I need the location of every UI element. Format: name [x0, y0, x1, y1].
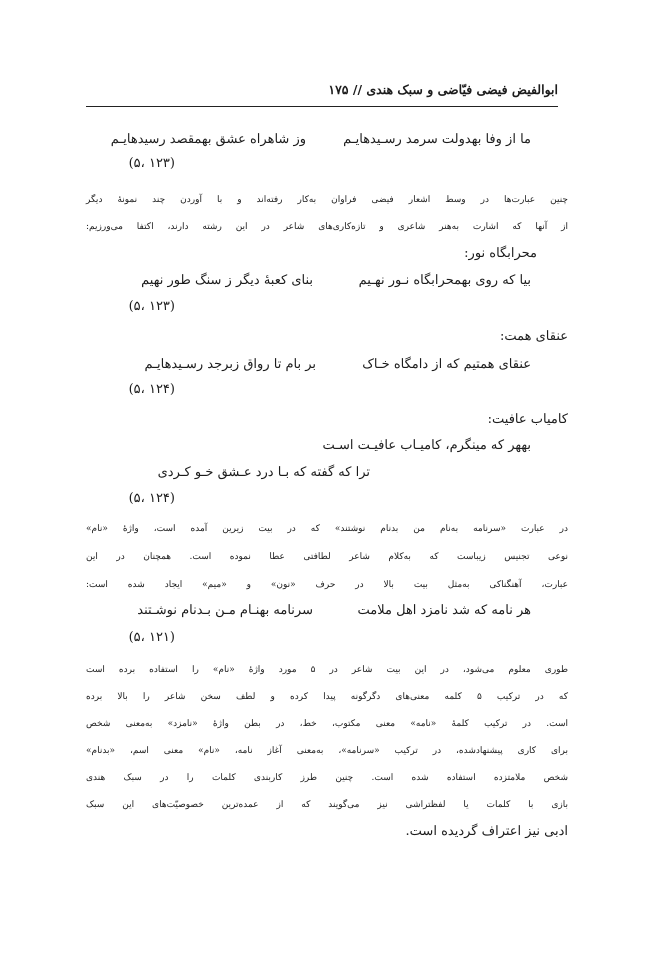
- heading-anqa-himmat: عنقای همت:: [499, 329, 568, 344]
- paragraph-3-line-3: است. در ترکیب کلمۀ «نامه» معنی مکتوب، خط، در بطن واژۀ «نامزد» به‌معنی شخص: [86, 719, 568, 729]
- verse-4-reference: (۱۲۴ ،۵): [128, 491, 175, 506]
- paragraph-3-line-7: ادبی نیز اعتراف گردیده است.: [405, 824, 568, 839]
- paragraph-1-line-2: از آنها که اشارت به‌هنر شاعری و تازه‌کاری‌های شاعر در این رشته دارند، اکتفا می‌ورزیم:: [86, 222, 568, 232]
- verse-5-first-hemistich: هر نامه که شد نامزد اهل ملامت: [357, 603, 531, 618]
- verse-1-first-hemistich: ما از وفا بهدولت سرمد رسـیدهایـم: [343, 132, 531, 147]
- verse-3-first-hemistich: عنقای همتیم که از دامگاه خـاک: [362, 357, 531, 372]
- verse-4-first-hemistich: بههر که مینگرم، کامیـاب عافیـت اسـت: [322, 438, 531, 453]
- verse-2-first-hemistich: بیا که روی بهمحرابگاه نـور نهـیم: [358, 273, 531, 288]
- verse-3-second-hemistich: بر بام تا رواق زبرجد رسـیدهایـم: [144, 357, 316, 372]
- verse-4-second-hemistich: ترا که گفته که بـا درد عـشق خـو کـردی: [157, 465, 370, 480]
- paragraph-3-line-6: بازی با کلمات یا لفظتراشی نیز می‌گویند که از عمده‌ترین خصوصیّت‌های این سبک: [86, 800, 568, 810]
- header-rule: [86, 106, 558, 107]
- verse-5-reference: (۱۲۱ ،۵): [128, 630, 175, 645]
- paragraph-3-line-2: که در ترکیب ۵ کلمه معنی‌های دگرگونه پیدا کرده و لطف سخن شاعر را بالا برده: [86, 692, 568, 702]
- paragraph-2-line-3: عبارت، آهنگناکی به‌مثل بیت بالا در حرف «نون» و «میم» ایجاد شده است:: [86, 580, 568, 590]
- running-header: ابوالفیض فیضی فیّاضی و سبک هندی // ۱۷۵: [328, 82, 558, 97]
- paragraph-3-line-4: برای کاری پیشنهادشده، در ترکیب «سرنامه»، به‌معنی آغاز نامه، «نام» معنی اسم، «بدنام»: [86, 746, 568, 756]
- verse-5-second-hemistich: سرنامه بهنـام مـن بـدنام نوشـتند: [137, 603, 313, 618]
- paragraph-3-line-5: شخص ملامتزده استفاده شده است. چنین طرز کاربندی کلمات را در سبک هندی: [86, 773, 568, 783]
- paragraph-2-line-1: در عبارت «سرنامه به‌نام من بدنام نوشتند» که در بیت زیرین آمده است، واژۀ «نام»: [86, 524, 568, 534]
- verse-2-reference: (۱۲۳ ،۵): [128, 299, 175, 314]
- paragraph-3-line-1: طوری معلوم می‌شود، در این بیت شاعر در ۵ مورد واژۀ «نام» را استفاده برده است: [86, 665, 568, 675]
- verse-1-reference: (۱۲۳ ،۵): [128, 156, 175, 171]
- verse-1-second-hemistich: وز شاهراه عشق بهمقصد رسیدهایـم: [110, 132, 306, 147]
- paragraph-1-line-1: چنین عبارت‌ها در وسط اشعار فیضی فراوان به‌کار رفته‌اند و با آوردن چند نمونۀ دیگر: [86, 195, 568, 205]
- verse-2-second-hemistich: بنای کعبۀ دیگر ز سنگ طور نهیم: [141, 273, 313, 288]
- paragraph-2-line-2: نوعی تجنیس زیباست که به‌کلام شاعر لطافتی عطا نموده است. همچنان در این: [86, 552, 568, 562]
- heading-kamyab-afiyat: کامیاب عافیت:: [487, 412, 568, 427]
- verse-3-reference: (۱۲۴ ،۵): [128, 382, 175, 397]
- heading-mihrabgah-nur: محرابگاه نور:: [464, 246, 537, 261]
